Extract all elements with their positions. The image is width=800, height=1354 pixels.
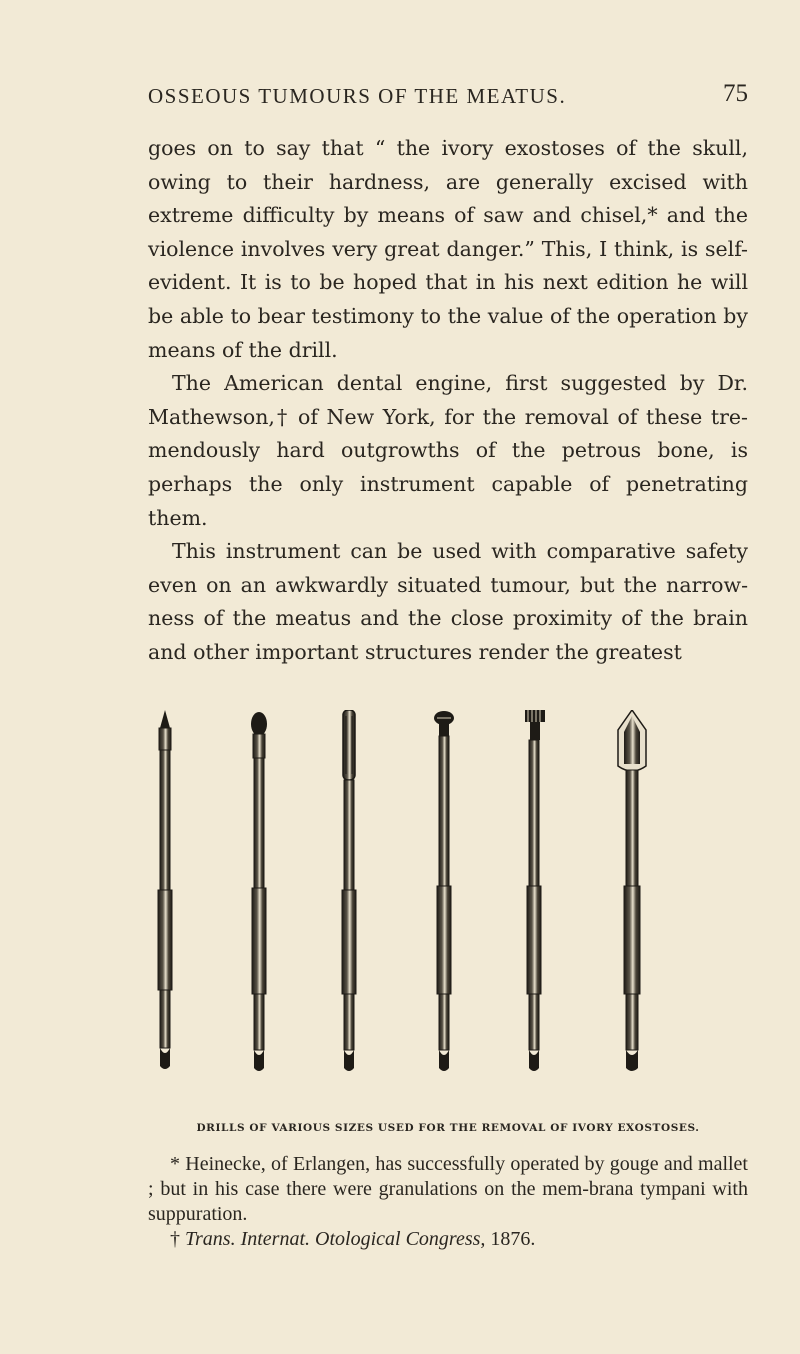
footnote-2-year: 1876. [485,1228,536,1250]
drill-4-illustration [434,711,454,1071]
figure-caption: DRILLS OF VARIOUS SIZES USED FOR THE REMOVAL OF IVORY EXOSTOSES. [196,1122,700,1134]
running-title: OSSEOUS TUMOURS OF THE MEATUS. [148,84,567,108]
page-number: 75 [723,80,748,107]
drill-6-illustration [618,710,646,1071]
footnote-2-mark: † [170,1228,185,1250]
paragraph-1: goes on to say that “ the ivory exostoses of the skull, owing to their hardness, are generally excised with extreme difficulty by means of saw and chisel,* and the violence involves very great danger.” This, I think, is self-evident. It is to be hoped that in his next edition he will be able to bear testimony to the value of the operation by means of the drill. [148,136,748,362]
drill-5-illustration [525,710,545,1071]
drill-1-illustration [158,710,172,1069]
body-text [148,132,748,670]
footnote-2-source: Trans. Internat. Otological Congress, [185,1228,486,1250]
paragraph-3: This instrument can be used with comparative safety even on an awkwardly situated tumour, but the narrow-ness of the meatus and the close proximity of the brain and other important structures render the greatest [148,539,748,664]
paragraph-2: The American dental engine, first suggested by Dr. Mathewson,† of New York, for the removal of these tre-mendously hard outgrowths of the petrous bone, is perhaps the only instrument capable of penetrating them. [148,371,748,530]
drill-3-illustration [342,710,356,1071]
drills-figure [140,710,760,1110]
page-header [148,76,748,116]
footnotes [148,1152,748,1252]
footnote-2 [148,1227,748,1252]
drills-illustration [140,710,760,1110]
footnote-1: * Heinecke, of Erlangen, has successfully operated by gouge and mallet ; but in his case there were granulations on the mem-brana tympani with suppuration. [148,1153,748,1225]
drill-2-illustration [251,712,267,1071]
